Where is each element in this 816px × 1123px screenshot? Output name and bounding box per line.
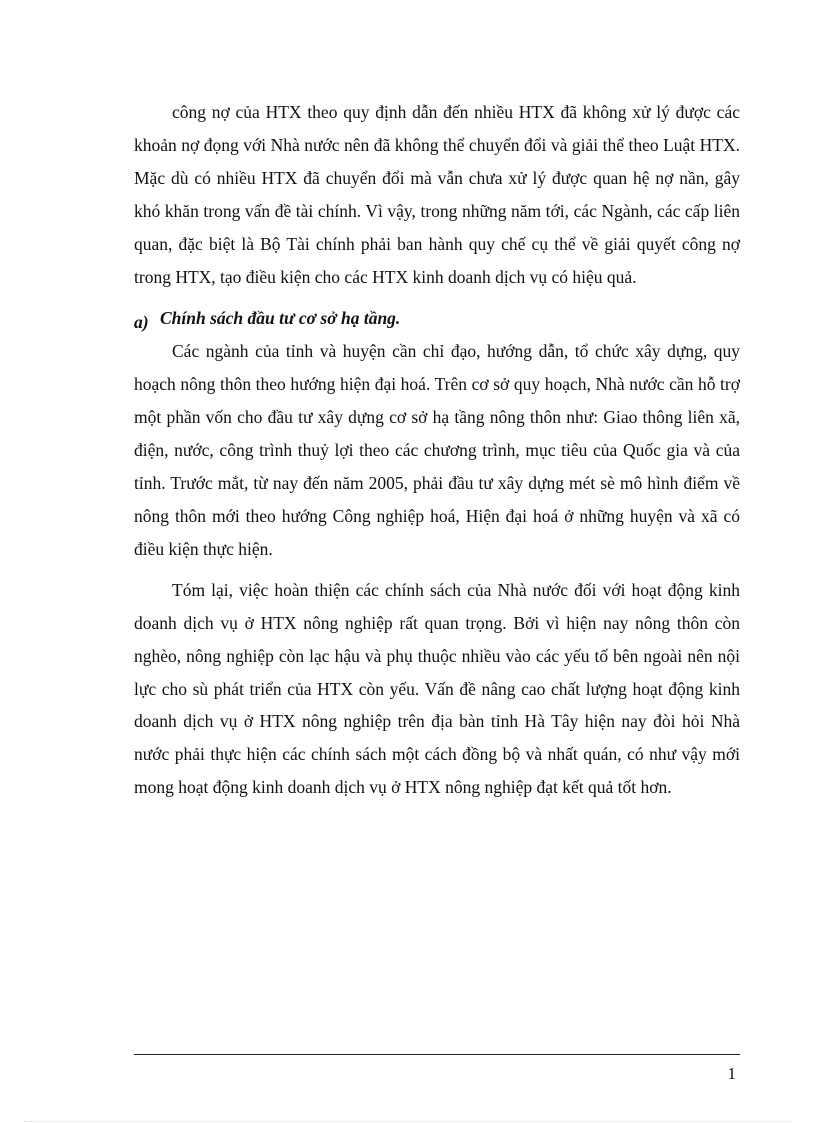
paragraph-infrastructure: Các ngành của tỉnh và huyện cần chỉ đạo, hướng dẫn, tổ chức xây dựng, quy hoạch nông thôn theo hướng hiện đại hoá. Trên cơ sở quy hoạch, Nhà nước cần hỗ trợ một phần vốn cho đầu tư xây dựng cơ sở hạ tầng nông thôn như: Giao thông liên xã, điện, nước, công trình thuỷ lợi theo các chương trình, mục tiêu của Quốc gia và của tỉnh. Trước mắt, từ nay đến năm 2005, phải đầu tư xây dựng mét sè mô hình điểm về nông thôn mới theo hướng Công nghiệp hoá, Hiện đại hoá ở những huyện và xã có điều kiện thực hiện. (134, 341, 740, 559)
section-marker: a) (134, 312, 149, 333)
footer-divider (134, 1054, 740, 1055)
page-number: 1 (727, 1064, 736, 1083)
page-bottom-border (24, 1121, 792, 1122)
section-title: Chính sách đầu tư cơ sở hạ tầng. (160, 308, 401, 329)
section-heading (134, 301, 740, 335)
paragraph-conclusion: Tóm lại, việc hoàn thiện các chính sách của Nhà nước đối với hoạt động kinh doanh dịch vụ ở HTX nông nghiệp rất quan trọng. Bởi vì hiện nay nông thôn còn nghèo, nông nghiệp còn lạc hậu và phụ thuộc nhiều vào các yếu tố bên ngoài nên nội lực cho sù phát triển của HTX còn yếu. Vấn đề nâng cao chất lượng hoạt động kinh doanh dịch vụ ở HTX nông nghiệp trên địa bàn tỉnh Hà Tây hiện nay đòi hỏi Nhà nước phải thực hiện các chính sách một cách đồng bộ và nhất quán, có như vậy mới mong hoạt động kinh doanh dịch vụ ở HTX nông nghiệp đạt kết quả tốt hơn. (134, 579, 740, 798)
paragraph-debt-handling: công nợ của HTX theo quy định dẫn đến nhiều HTX đã không xử lý được các khoản nợ đọng với Nhà nước nên đã không thể chuyển đổi và giải thể theo Luật HTX. Mặc dù có nhiều HTX đã chuyển đổi mà vẫn chưa xử lý được quan hệ nợ nần, gây khó khăn trong vấn đề tài chính. Vì vậy, trong những năm tới, các Ngành, các cấp liên quan, đặc biệt là Bộ Tài chính phải ban hành quy chế cụ thể về giải quyết công nợ trong HTX, tạo điều kiện cho các HTX kinh doanh dịch vụ có hiệu quả. (134, 102, 740, 287)
document-body (134, 96, 740, 804)
